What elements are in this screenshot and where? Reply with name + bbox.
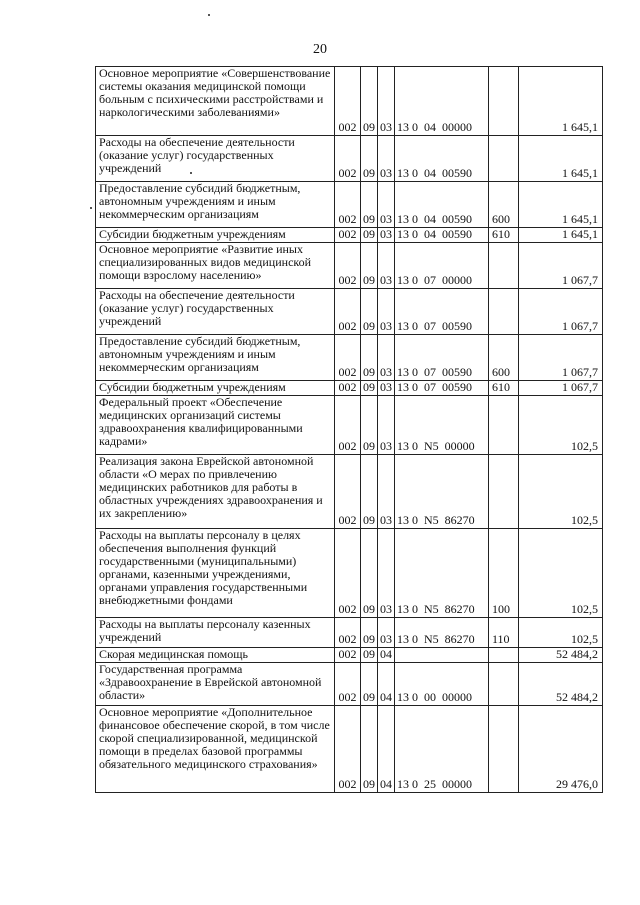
expense-name-cell: Расходы на обеспечение деятельности (оказание услуг) государственных учреждений	[96, 289, 335, 335]
amount-cell: 102,5	[519, 396, 603, 455]
section-code-cell: 09	[361, 289, 378, 335]
expense-type-code-cell: 100	[489, 529, 519, 618]
amount-cell: 102,5	[519, 529, 603, 618]
target-article-code-cell: 13 0 07 00590	[395, 335, 489, 381]
subsection-code-cell: 03	[378, 529, 395, 618]
expense-name-cell: Реализация закона Еврейской автономной области «О мерах по привлечению медицинских работников для работы в областных учреждениях здравоохранения и их закреплению»	[96, 455, 335, 529]
target-article-code-cell: 13 0 04 00000	[395, 67, 489, 136]
expense-type-code-cell: 600	[489, 335, 519, 381]
expense-type-code-cell	[489, 663, 519, 706]
table-row	[96, 618, 603, 648]
section-code-cell: 09	[361, 648, 378, 663]
ministry-code-cell: 002	[335, 529, 361, 618]
ministry-code-cell: 002	[335, 396, 361, 455]
section-code-cell: 09	[361, 529, 378, 618]
expense-name-cell: Федеральный проект «Обеспечение медицинских организаций системы здравоохранения квалифицированными кадрами»	[96, 396, 335, 455]
expense-type-code-cell	[489, 648, 519, 663]
expense-type-code-cell	[489, 243, 519, 289]
section-code-cell: 09	[361, 455, 378, 529]
table-row	[96, 706, 603, 793]
amount-cell: 52 484,2	[519, 648, 603, 663]
subsection-code-cell: 03	[378, 455, 395, 529]
expense-type-code-cell: 110	[489, 618, 519, 648]
ministry-code-cell: 002	[335, 243, 361, 289]
expense-name-cell: Предоставление субсидий бюджетным, автономным учреждениям и иным некоммерческим организациям	[96, 182, 335, 228]
amount-cell: 1 645,1	[519, 67, 603, 136]
ministry-code-cell: 002	[335, 228, 361, 243]
expense-type-code-cell	[489, 289, 519, 335]
ministry-code-cell: 002	[335, 618, 361, 648]
table-row	[96, 182, 603, 228]
target-article-code-cell: 13 0 04 00590	[395, 182, 489, 228]
section-code-cell: 09	[361, 381, 378, 396]
table-row	[96, 228, 603, 243]
amount-cell: 1 067,7	[519, 381, 603, 396]
subsection-code-cell: 04	[378, 706, 395, 793]
subsection-code-cell: 03	[378, 381, 395, 396]
amount-cell: 1 067,7	[519, 289, 603, 335]
amount-cell: 102,5	[519, 455, 603, 529]
amount-cell: 1 067,7	[519, 243, 603, 289]
table-row	[96, 136, 603, 182]
expense-type-code-cell	[489, 455, 519, 529]
expense-type-code-cell	[489, 396, 519, 455]
target-article-code-cell: 13 0 N5 86270	[395, 529, 489, 618]
table-row	[96, 67, 603, 136]
expense-type-code-cell: 610	[489, 228, 519, 243]
expense-type-code-cell: 600	[489, 182, 519, 228]
subsection-code-cell: 03	[378, 228, 395, 243]
target-article-code-cell	[395, 648, 489, 663]
target-article-code-cell: 13 0 N5 00000	[395, 396, 489, 455]
expense-name-cell: Субсидии бюджетным учреждениям	[96, 381, 335, 396]
amount-cell: 29 476,0	[519, 706, 603, 793]
subsection-code-cell: 04	[378, 648, 395, 663]
ministry-code-cell: 002	[335, 136, 361, 182]
expense-name-cell: Расходы на выплаты персоналу казенных учреждений	[96, 618, 335, 648]
table-row	[96, 289, 603, 335]
section-code-cell: 09	[361, 335, 378, 381]
amount-cell: 1 067,7	[519, 335, 603, 381]
ministry-code-cell: 002	[335, 335, 361, 381]
expense-name-cell: Субсидии бюджетным учреждениям	[96, 228, 335, 243]
target-article-code-cell: 13 0 04 00590	[395, 228, 489, 243]
table-row	[96, 381, 603, 396]
section-code-cell: 09	[361, 618, 378, 648]
ministry-code-cell: 002	[335, 289, 361, 335]
ministry-code-cell: 002	[335, 706, 361, 793]
expense-type-code-cell: 610	[489, 381, 519, 396]
expense-type-code-cell	[489, 67, 519, 136]
expense-name-cell: Скорая медицинская помощь	[96, 648, 335, 663]
budget-table	[95, 66, 603, 793]
subsection-code-cell: 03	[378, 243, 395, 289]
expense-name-cell: Основное мероприятие «Развитие иных специализированных видов медицинской помощи взрослому населению»	[96, 243, 335, 289]
ministry-code-cell: 002	[335, 455, 361, 529]
subsection-code-cell: 03	[378, 136, 395, 182]
amount-cell: 1 645,1	[519, 228, 603, 243]
ministry-code-cell: 002	[335, 381, 361, 396]
table-row	[96, 648, 603, 663]
section-code-cell: 09	[361, 396, 378, 455]
expense-name-cell: Государственная программа «Здравоохранение в Еврейской автономной области»	[96, 663, 335, 706]
target-article-code-cell: 13 0 07 00590	[395, 381, 489, 396]
subsection-code-cell: 03	[378, 618, 395, 648]
target-article-code-cell: 13 0 N5 86270	[395, 618, 489, 648]
ministry-code-cell: 002	[335, 648, 361, 663]
subsection-code-cell: 03	[378, 289, 395, 335]
expense-name-cell: Предоставление субсидий бюджетным, автономным учреждениям и иным некоммерческим организациям	[96, 335, 335, 381]
expense-name-cell: Расходы на выплаты персоналу в целях обеспечения выполнения функций государственными (муниципальными) органами, казенными учреждениями, органами управления государственными внебюджетными фондами	[96, 529, 335, 618]
expense-type-code-cell	[489, 706, 519, 793]
expense-name-cell: Основное мероприятие «Дополнительное финансовое обеспечение скорой, в том числе скорой специализированной, медицинской помощи в пределах базовой программы обязательного медицинского страхования»	[96, 706, 335, 793]
page-number: 20	[313, 42, 327, 57]
scan-speck	[90, 207, 92, 209]
section-code-cell: 09	[361, 228, 378, 243]
section-code-cell: 09	[361, 136, 378, 182]
amount-cell: 1 645,1	[519, 136, 603, 182]
section-code-cell: 09	[361, 67, 378, 136]
target-article-code-cell: 13 0 07 00000	[395, 243, 489, 289]
subsection-code-cell: 04	[378, 663, 395, 706]
section-code-cell: 09	[361, 243, 378, 289]
table-row	[96, 663, 603, 706]
subsection-code-cell: 03	[378, 335, 395, 381]
section-code-cell: 09	[361, 182, 378, 228]
subsection-code-cell: 03	[378, 396, 395, 455]
ministry-code-cell: 002	[335, 182, 361, 228]
target-article-code-cell: 13 0 04 00590	[395, 136, 489, 182]
target-article-code-cell: 13 0 00 00000	[395, 663, 489, 706]
table-row	[96, 529, 603, 618]
expense-type-code-cell	[489, 136, 519, 182]
amount-cell: 1 645,1	[519, 182, 603, 228]
section-code-cell: 09	[361, 663, 378, 706]
table-row	[96, 455, 603, 529]
subsection-code-cell: 03	[378, 67, 395, 136]
expense-name-cell: Основное мероприятие «Совершенствование системы оказания медицинской помощи больным с психическими расстройствами и наркологическими заболеваниями»	[96, 67, 335, 136]
scan-speck	[208, 14, 210, 16]
section-code-cell: 09	[361, 706, 378, 793]
target-article-code-cell: 13 0 07 00590	[395, 289, 489, 335]
amount-cell: 102,5	[519, 618, 603, 648]
ministry-code-cell: 002	[335, 663, 361, 706]
expense-name-cell: Расходы на обеспечение деятельности (оказание услуг) государственных учреждений	[96, 136, 335, 182]
table-row	[96, 335, 603, 381]
table-row	[96, 243, 603, 289]
ministry-code-cell: 002	[335, 67, 361, 136]
table-row	[96, 396, 603, 455]
target-article-code-cell: 13 0 25 00000	[395, 706, 489, 793]
subsection-code-cell: 03	[378, 182, 395, 228]
amount-cell: 52 484,2	[519, 663, 603, 706]
target-article-code-cell: 13 0 N5 86270	[395, 455, 489, 529]
